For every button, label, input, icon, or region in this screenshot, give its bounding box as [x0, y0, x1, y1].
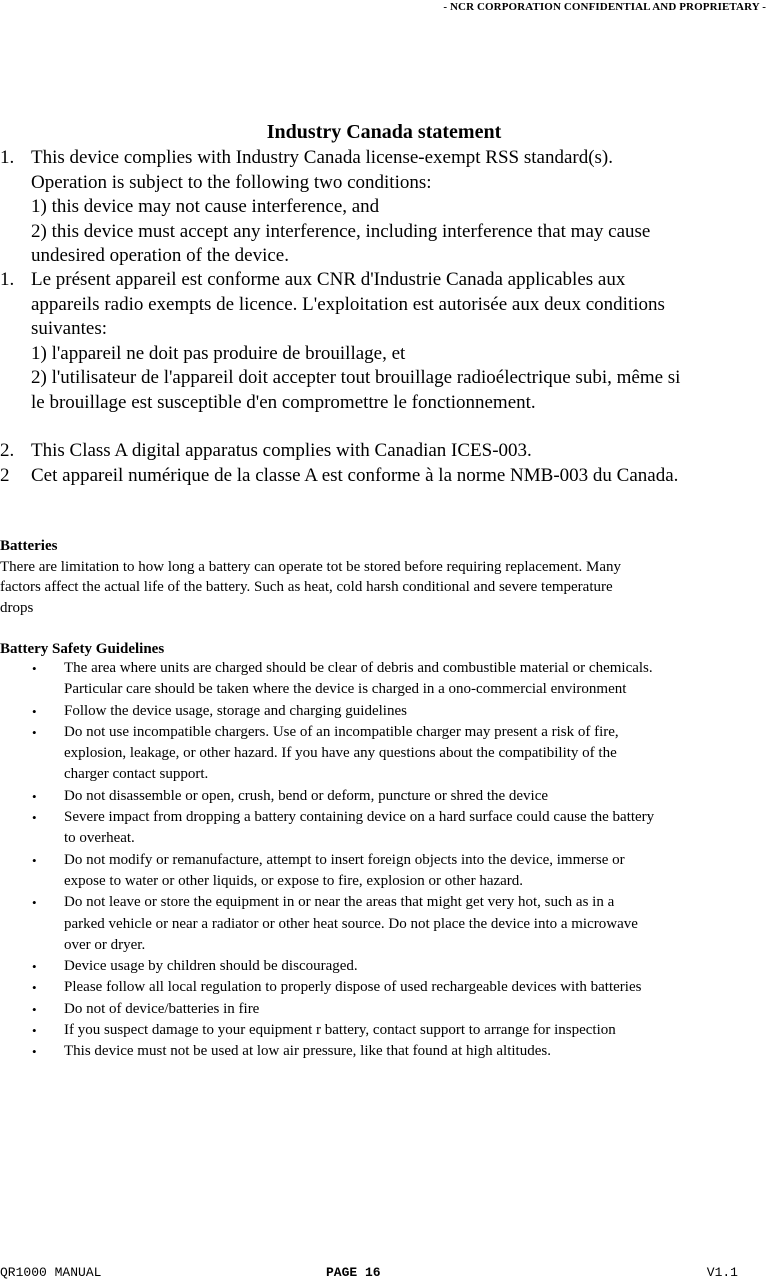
bullet-icon: • — [32, 703, 37, 719]
bullet-icon: • — [32, 959, 37, 975]
list-item — [0, 1020, 768, 1041]
text-line: over or dryer. — [64, 936, 146, 953]
list-item — [0, 850, 768, 893]
text-line: parked vehicle or near a radiator or other heat source. Do not place the device into a microwave — [64, 915, 638, 932]
text-line: le brouillage est susceptible d'en compromettre le fonctionnement. — [31, 391, 536, 413]
list-item — [0, 977, 768, 998]
item-number: 1. — [0, 269, 15, 290]
text-line: The area where units are charged should be clear of debris and combustible material or chemicals. — [64, 660, 653, 676]
text-line: appareils radio exempts de licence. L'exploitation est autorisée aux deux conditions — [31, 293, 665, 315]
page-title: Industry Canada statement — [266, 121, 502, 143]
batteries-section — [0, 536, 768, 660]
bullet-icon: • — [32, 661, 37, 676]
bullet-icon: • — [32, 1001, 37, 1017]
list-item — [0, 786, 768, 807]
text-line: There are limitation to how long a battery can operate tot be stored before requiring replacement. Many — [0, 558, 622, 575]
text-line: Do not leave or store the equipment in or near the areas that might get very hot, such as in a — [64, 894, 615, 911]
list-item — [0, 807, 768, 850]
bullet-icon: • — [32, 1044, 37, 1060]
list-item — [0, 722, 768, 786]
text-line: charger contact support. — [64, 766, 209, 783]
bullet-icon: • — [32, 1023, 37, 1039]
text-line: Follow the device usage, storage and charging guidelines — [64, 702, 407, 719]
list-item — [0, 999, 768, 1020]
list-item — [0, 892, 768, 956]
item-number: 2 — [0, 465, 10, 486]
page-footer — [0, 1265, 768, 1283]
text-line: expose to water or other liquids, or expose to fire, explosion or other hazard. — [64, 872, 524, 889]
list-item — [0, 701, 768, 722]
battery-safety-heading: Battery Safety Guidelines — [0, 641, 165, 657]
manual-name: QR1000 MANUAL — [0, 1265, 102, 1280]
text-line: 1) this device may not cause interference, and — [31, 196, 380, 217]
text-line: Operation is subject to the following two conditions: — [31, 171, 432, 193]
text-line: Le présent appareil est conforme aux CNR d'Industrie Canada applicables aux — [31, 269, 626, 290]
text-line: to overheat. — [64, 830, 135, 847]
batteries-heading: Batteries — [0, 538, 58, 554]
confidential-header: - NCR CORPORATION CONFIDENTIAL AND PROPRIETARY - — [443, 1, 766, 13]
ic-item1-en — [0, 146, 768, 269]
text-line: Do not modify or remanufacture, attempt to insert foreign objects into the device, immerse or — [64, 851, 625, 868]
text-line: undesired operation of the device. — [31, 245, 289, 266]
text-line: Cet appareil numérique de la classe A est conforme à la norme NMB-003 du Canada. — [31, 465, 679, 486]
item-number: 2. — [0, 440, 15, 461]
text-line: Particular care should be taken where the device is charged in a ono-commercial environment — [64, 681, 627, 698]
list-item — [0, 956, 768, 977]
item-number: 1. — [0, 147, 15, 168]
list-item — [0, 658, 768, 701]
bullet-icon: • — [32, 895, 37, 911]
text-line: This device must not be used at low air pressure, like that found at high altitudes. — [64, 1043, 551, 1060]
ic-item2-fr — [0, 464, 768, 489]
text-line: If you suspect damage to your equipment r battery, contact support to arrange for inspection — [64, 1022, 616, 1039]
bullet-icon: • — [32, 852, 37, 868]
text-line: explosion, leakage, or other hazard. If you have any questions about the compatibility of the — [64, 745, 617, 762]
text-line: Do not of device/batteries in fire — [64, 1000, 260, 1017]
text-line: Device usage by children should be discouraged. — [64, 958, 358, 975]
text-line: drops — [0, 599, 34, 616]
text-line: 2) this device must accept any interference, including interference that may cause — [31, 220, 651, 242]
text-line: This Class A digital apparatus complies with Canadian ICES-003. — [31, 440, 532, 461]
bullet-icon: • — [32, 980, 37, 996]
bullet-icon: • — [32, 724, 37, 740]
ic-item2-en — [0, 439, 768, 464]
list-item — [0, 1041, 768, 1062]
text-line: This device complies with Industry Canada license-exempt RSS standard(s). — [31, 147, 614, 168]
page-number: PAGE 16 — [326, 1265, 381, 1280]
bullet-icon: • — [32, 788, 37, 804]
text-line: 1) l'appareil ne doit pas produire de brouillage, et — [31, 342, 406, 364]
text-line: Severe impact from dropping a battery containing device on a hard surface could cause the battery — [64, 809, 655, 826]
text-line: Do not use incompatible chargers. Use of an incompatible charger may present a risk of fire, — [64, 723, 619, 740]
text-line: Do not disassemble or open, crush, bend or deform, puncture or shred the device — [64, 787, 549, 804]
version-label: V1.1 — [706, 1265, 738, 1280]
ic-item1-fr — [0, 268, 768, 415]
text-line: suivantes: — [31, 318, 107, 339]
text-line: 2) l'utilisateur de l'appareil doit accepter tout brouillage radioélectrique subi, même si — [31, 367, 681, 388]
text-line: Please follow all local regulation to properly dispose of used rechargeable devices with batteries — [64, 979, 642, 996]
bullet-icon: • — [32, 810, 37, 826]
safety-guidelines-list — [0, 658, 768, 1063]
text-line: factors affect the actual life of the battery. Such as heat, cold harsh conditional and severe temperature — [0, 579, 613, 595]
